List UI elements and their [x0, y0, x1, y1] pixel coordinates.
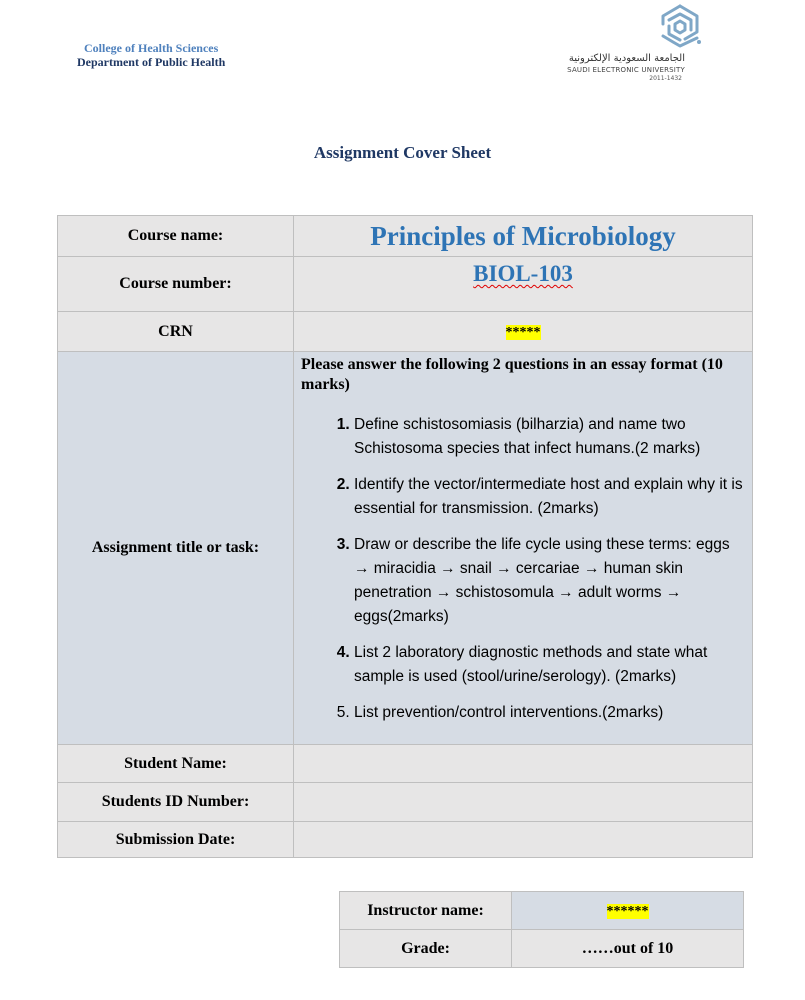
crn-value: ***** [505, 324, 541, 340]
question-3: 3. Draw or describe the life cycle using these terms: eggs → miracidia → snail → cercariae → human skin penetration → schistosomula → adult worms → eggs(2marks) [354, 533, 746, 629]
page-title: Assignment Cover Sheet [313, 143, 492, 162]
logo-english-name: SAUDI ELECTRONIC UNIVERSITY [567, 66, 685, 74]
question-4: 4. List 2 laboratory diagnostic methods and state what sample is used (stool/urine/serology). (2marks) [354, 641, 746, 689]
department-name: Department of Public Health [77, 55, 226, 69]
course-number-label: Course number: [58, 257, 294, 312]
course-number-cell [294, 257, 753, 312]
university-logo [540, 2, 690, 86]
crn-cell [294, 312, 753, 352]
task-label: Assignment title or task: [58, 352, 294, 745]
instructor-name-label: Instructor name: [340, 892, 512, 930]
question-5: 5. List prevention/control interventions.(2marks) [354, 701, 746, 725]
course-name-label: Course name: [58, 216, 294, 257]
logo-years: 2011-1432 [649, 75, 682, 82]
course-name-value: Principles of Microbiology [294, 216, 753, 257]
logo-arabic-name: الجامعة السعودية الإلكترونية [568, 53, 685, 64]
student-id-field[interactable] [294, 783, 753, 822]
seu-logo-icon [655, 2, 705, 52]
instructor-name-value: ****** [606, 903, 649, 919]
question-1: 1. Define schistosomiasis (bilharzia) and name two Schistosoma species that infect humans.(2 marks) [354, 413, 746, 461]
instructor-name-cell [512, 892, 744, 930]
student-name-field[interactable] [294, 745, 753, 783]
student-id-label: Students ID Number: [58, 783, 294, 822]
crn-label: CRN [58, 312, 294, 352]
course-number-value: BIOL-103 [473, 261, 573, 286]
submission-date-field[interactable] [294, 822, 753, 858]
grade-label: Grade: [340, 930, 512, 968]
header-college-block [77, 41, 225, 69]
college-name: College of Health Sciences [84, 41, 219, 55]
instructor-table [339, 891, 744, 968]
task-cell [294, 352, 753, 745]
question-2: 2. Identify the vector/intermediate host and explain why it is essential for transmission. (2marks) [354, 473, 746, 521]
student-name-label: Student Name: [58, 745, 294, 783]
submission-date-label: Submission Date: [58, 822, 294, 858]
task-intro: Please answer the following 2 questions in an essay format (10 marks) [301, 356, 723, 393]
grade-value: ……out of 10 [512, 930, 744, 968]
assignment-table [57, 215, 753, 858]
question-list [301, 413, 746, 725]
